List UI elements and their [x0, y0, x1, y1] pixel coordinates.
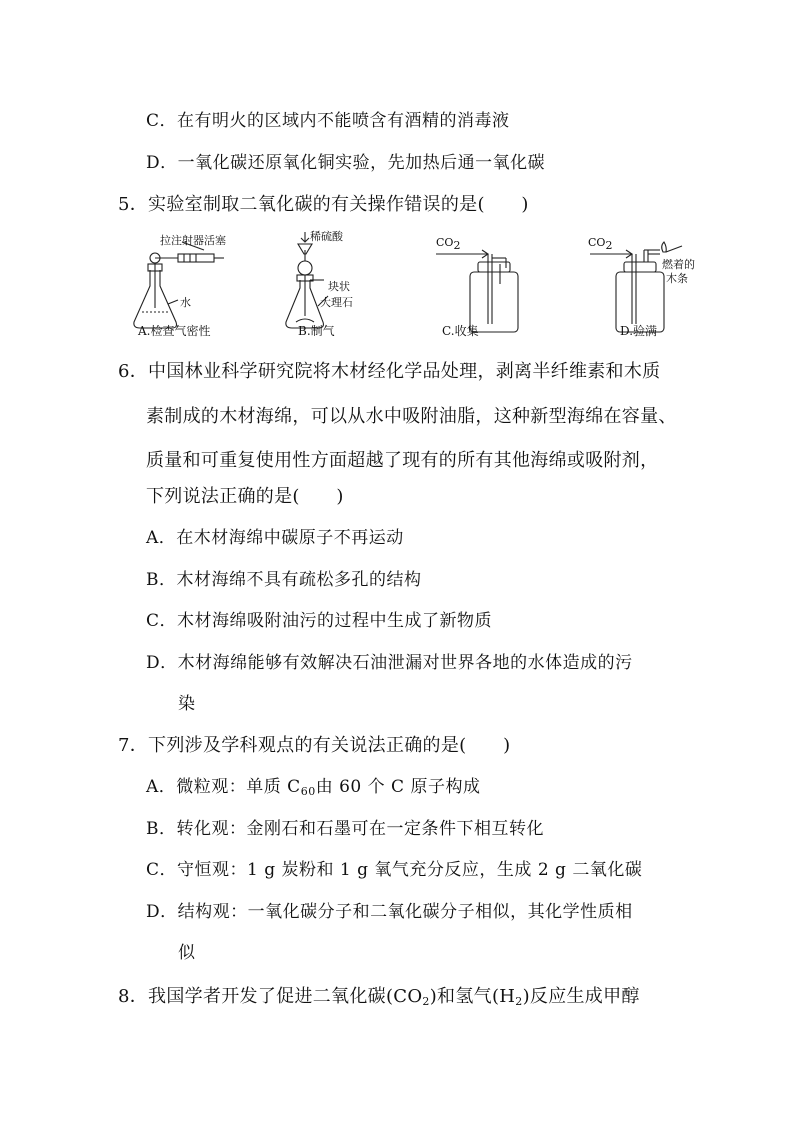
q4-option-c: C．在有明火的区域内不能喷含有酒精的消毒液: [146, 111, 510, 131]
q7-option-d-line2: 似: [178, 943, 196, 963]
q7-option-c: C．守恒观：1 g 炭粉和 1 g 氧气充分反应，生成 2 g 二氧化碳: [146, 860, 643, 880]
c-label-co2: $CO_2$: [436, 236, 461, 252]
q6-option-c: C．木材海绵吸附油污的过程中生成了新物质: [146, 611, 493, 631]
b-label-acid: 稀硫酸: [310, 230, 343, 243]
d-label-burning: 燃着的: [662, 258, 695, 271]
q7-option-b: B．转化观：金刚石和石墨可在一定条件下相互转化: [146, 819, 544, 839]
apparatus-b-flask: [286, 232, 328, 328]
a-label-syringe: 拉注射器活塞: [160, 234, 226, 247]
a-label-water: 水: [180, 296, 191, 309]
d-label-co2: $CO_2$: [588, 236, 613, 252]
q7-option-a: A．微粒观：单质 $C_{60}$由 60 个 C 原子构成: [146, 777, 481, 798]
apparatus-a-flask: [134, 242, 224, 328]
q5-stem: 5．实验室制取二氧化碳的有关操作错误的是( ): [118, 194, 529, 215]
q6-stem-line2: 素制成的木材海绵，可以从水中吸附油脂，这种新型海绵在容量、: [146, 406, 677, 427]
q6-option-d-line1: D．木材海绵能够有效解决石油泄漏对世界各地的水体造成的污: [146, 653, 633, 673]
q6-option-a: A．在木材海绵中碳原子不再运动: [146, 528, 404, 548]
q8-stem: 8．我国学者开发了促进二氧化碳$(CO_2)$和氢气$(H_2)$反应生成甲醇: [118, 986, 640, 1008]
apparatus-c-bottle: [436, 250, 518, 332]
d-caption: D.验满: [620, 324, 658, 338]
q6-option-b: B．木材海绵不具有疏松多孔的结构: [146, 570, 422, 590]
q7-stem: 7．下列涉及学科观点的有关说法正确的是( ): [118, 735, 511, 756]
a-caption: A.检查气密性: [138, 324, 211, 338]
b-label-lump: 块状: [328, 280, 350, 293]
q6-stem-line4: 下列说法正确的是( ): [146, 486, 344, 507]
q4-option-d: D．一氧化碳还原氧化铜实验，先加热后通一氧化碳: [146, 153, 546, 173]
b-label-marble: 大理石: [320, 296, 353, 309]
q5-figure: [120, 228, 700, 348]
q6-option-d-line2: 染: [178, 694, 196, 714]
b-caption: B.制气: [298, 324, 335, 338]
q6-stem-line3: 质量和可重复使用性方面超越了现有的所有其他海绵或吸附剂，: [146, 450, 659, 471]
q6-stem-line1: 6．中国林业科学研究院将木材经化学品处理，剥离半纤维素和木质: [118, 361, 661, 382]
d-label-stick: 木条: [666, 272, 688, 285]
q7-option-d-line1: D．结构观：一氧化碳分子和二氧化碳分子相似，其化学性质相: [146, 902, 633, 922]
c-caption: C.收集: [442, 324, 479, 338]
